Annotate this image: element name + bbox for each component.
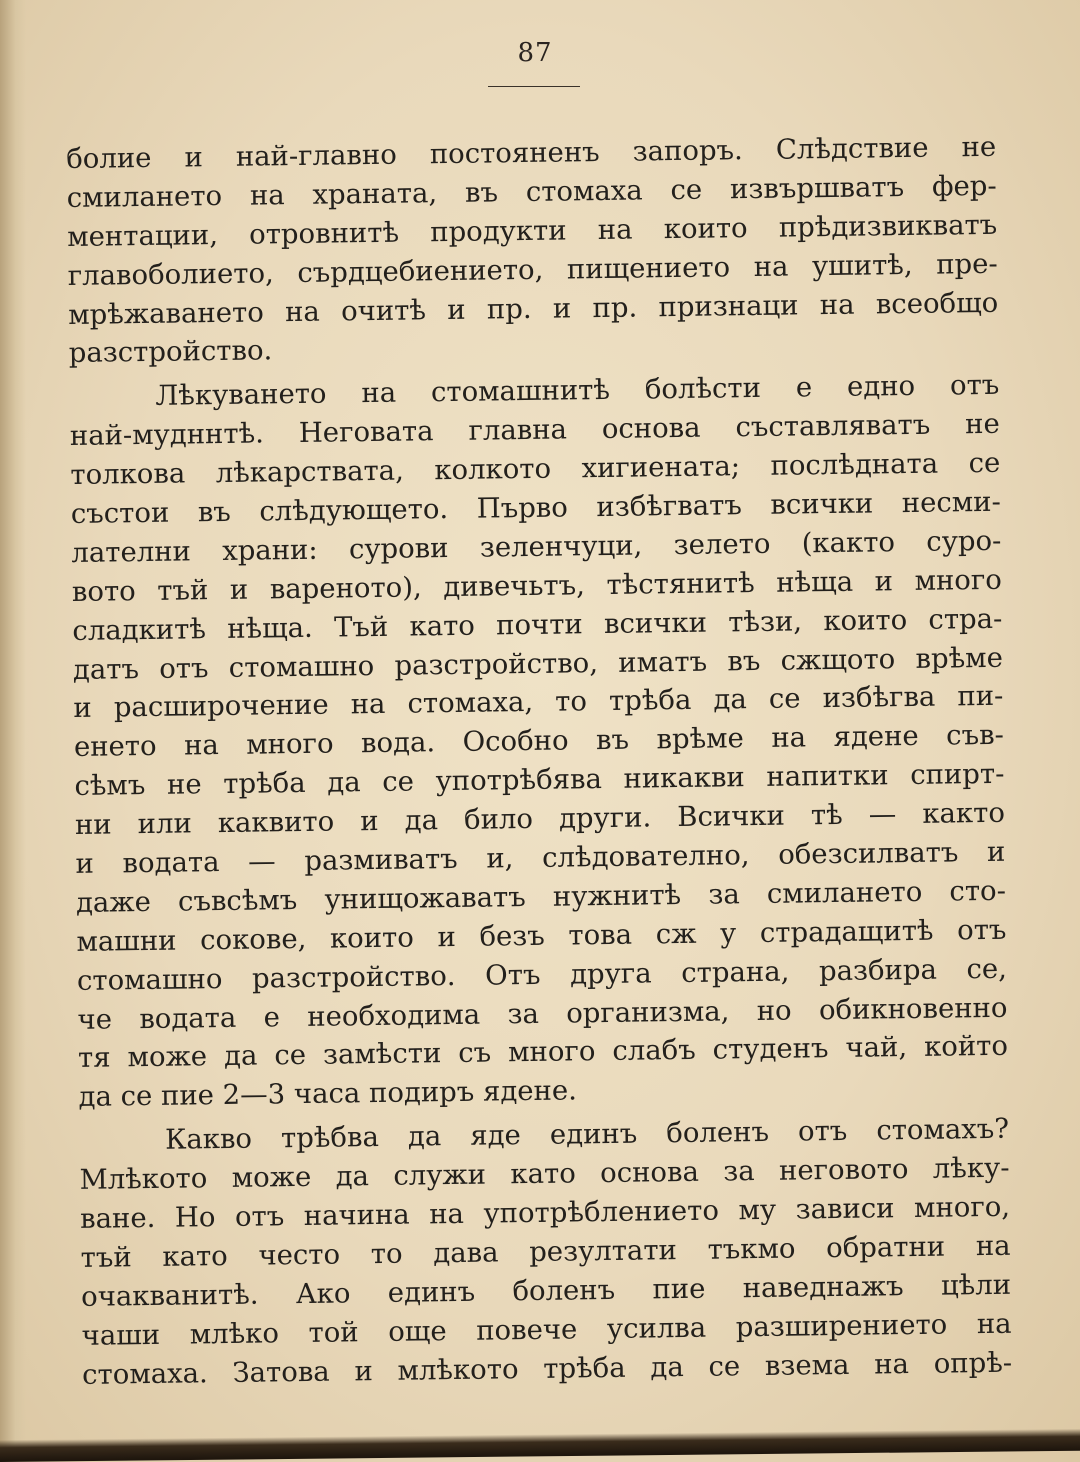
text-line: да се пие 2—3 часа подиръ ядене. (78, 1074, 578, 1114)
text-line: датъ отъ стомашно разстройство, иматъ въ сжщото врѣме (72, 641, 1004, 686)
text-line: ни или каквито и да било други. Всички тѣ — както (74, 796, 1006, 842)
text-line: състои въ слѣдующето. Първо избѣгватъ всички несми- (70, 485, 1002, 530)
text-line: Лѣкуването на стомашнитѣ болѣсти е едно отъ (155, 369, 1000, 413)
text-line: разстройство. (68, 334, 273, 370)
text-line: стомаха. Затова и млѣкото трѣба да се взема на опрѣ- (81, 1346, 1013, 1391)
text-line: ментации, отровнитѣ продукти на които прѣдизвикватъ (67, 208, 998, 253)
text-line: стомашно разстройство. Отъ друга страна, разбира се, (76, 952, 1008, 997)
text-line: и расширочение на стомаха, то трѣба да се избѣгва пи- (73, 680, 1004, 725)
text-line: сѣмъ не трѣба да се употрѣбява никакви напитки спирт- (74, 758, 1005, 803)
page-number-rule (488, 86, 580, 87)
text-line: Какво трѣбва да яде единъ боленъ отъ стомахъ? (164, 1113, 1010, 1157)
text-line: чаши млѣко той още повече усилва разширението на (81, 1307, 1012, 1352)
text-line: ване. Но отъ начина на употрѣблението му зависи много, (79, 1190, 1011, 1235)
text-line: болие и най-главно постояненъ запоръ. Слѣдствие не (66, 130, 997, 175)
text-line: даже съвсѣмъ унищожаватъ нужнитѣ за смилането сто- (75, 874, 1007, 919)
text-line: Млѣкото може да служи като основа за неговото лѣку- (79, 1151, 1010, 1197)
text-line: толкова лѣкарствата, колкото хигиената; послѣдната се (70, 446, 1001, 492)
text-line: лателни храни: сурови зеленчуци, зелето (както суро- (71, 524, 1002, 569)
text-line: и водата — размиватъ и, слѣдователно, обезсилватъ и (75, 835, 1006, 880)
text-line: тя може да се замѣсти съ много слабъ студенъ чай, който (77, 1030, 1009, 1075)
text-line: смилането на храната, въ стомаха се извършватъ фер- (66, 169, 997, 214)
text-line: мрѣжаването на очитѣ и пр. и пр. признаци на всеобщо (68, 286, 999, 331)
text-line: главоболието, сърдцебиението, пищението на ушитѣ, пре- (67, 247, 998, 292)
text-line: най-мудннтѣ. Неговата главна основа съставляватъ не (69, 408, 1001, 453)
text-line: енето на много вода. Особно въ врѣме на ядене съв- (73, 719, 1005, 764)
page-number: 87 (517, 38, 553, 68)
text-line: вото тъй и вареното), дивечьтъ, тѣстянитѣ нѣща и много (71, 563, 1003, 608)
text-line: сладкитѣ нѣща. Тъй като почти всички тѣзи, които стра- (72, 602, 1003, 647)
text-line: тъй като често то дава резултати тъкмо обратни на (80, 1229, 1011, 1274)
text-line: машни сокове, които и безъ това сж у страдащитѣ отъ (76, 913, 1007, 958)
body-text (66, 128, 1012, 1395)
page-bottom-edge (0, 1429, 1080, 1462)
text-line: че водата е необходима за организма, но обикновенно (77, 991, 1008, 1036)
binding-shadow (0, 0, 26, 1462)
text-line: очакванитѣ. Ако единъ боленъ пие наведнажъ цѣли (80, 1268, 1012, 1313)
